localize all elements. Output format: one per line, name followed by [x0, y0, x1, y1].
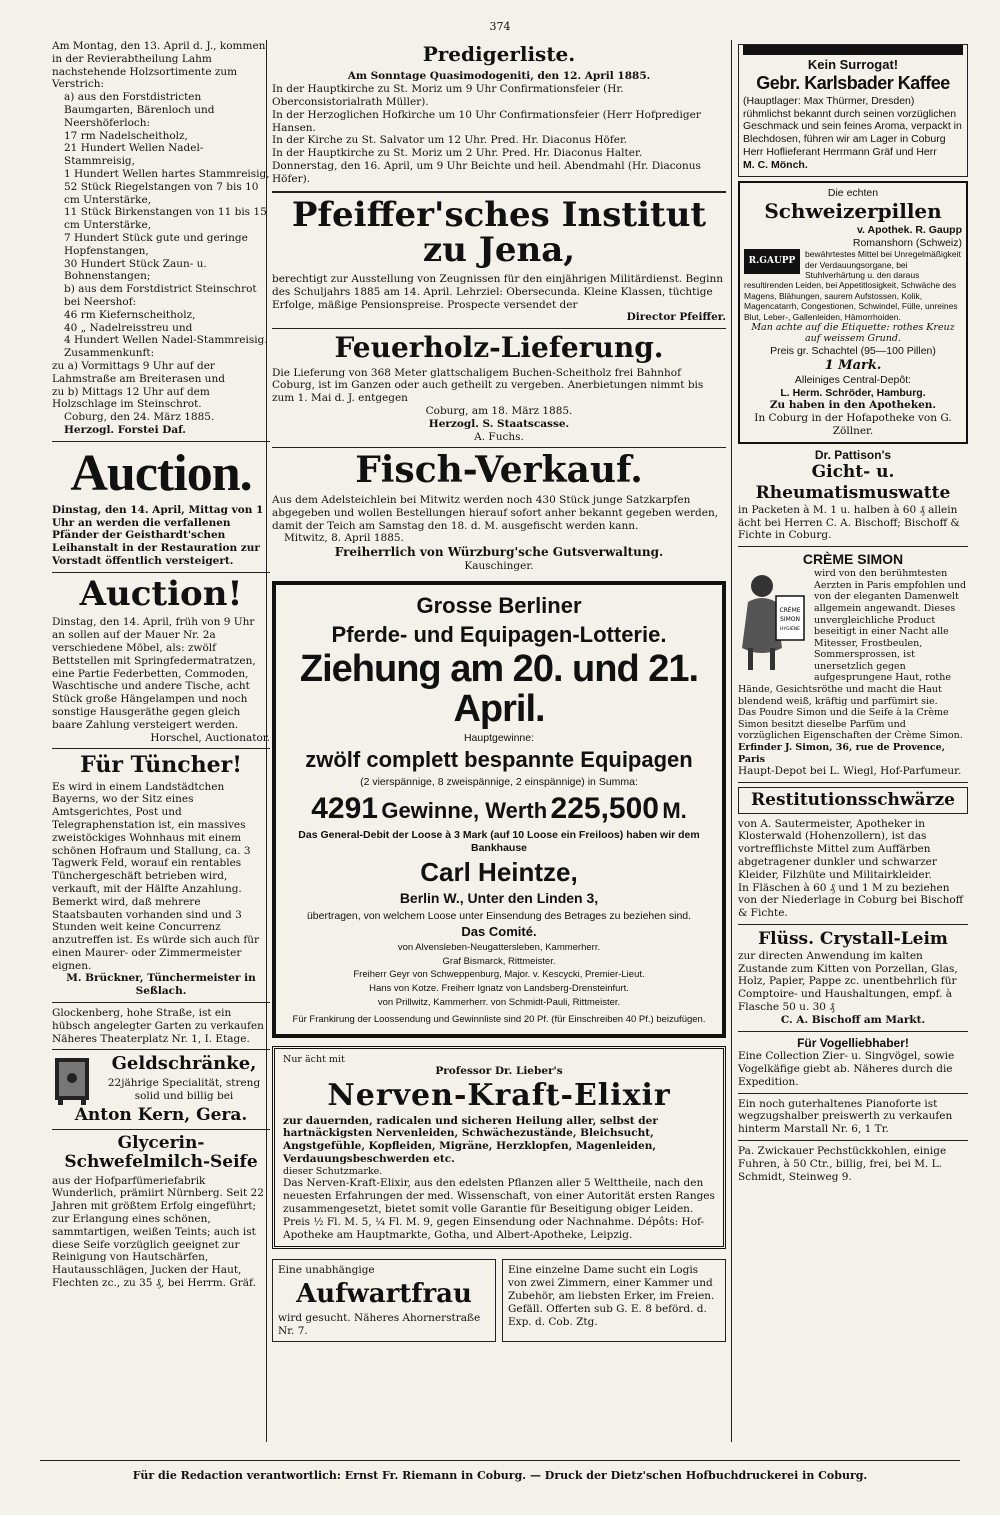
preacher-line: In der Hauptkirche zu St. Moriz um 9 Uhr Confirmationsfeier (Hr. Oberconsistorialrath Müller).: [272, 83, 624, 108]
auction-2-signature: Horschel, Auctionator.: [150, 731, 270, 744]
lottery-line: zwölf complett bespannte Equipagen: [305, 746, 693, 772]
wood-b-list: [52, 309, 270, 347]
fish-ad: [272, 449, 726, 572]
pill-depot-2: L. Herm. Schröder, Hamburg.: [780, 386, 926, 399]
institute-ad: [272, 194, 726, 325]
preacher-line: In der Hauptkirche zu St. Moriz um 2 Uhr. Pred. Hr. Diaconus Halter.: [272, 147, 643, 160]
creme-depot: Haupt-Depot bei L. Wiegl, Hof-Parfumeur.: [738, 765, 962, 778]
creme-text: wird von den berühmtesten Aerzten in Paris empfohlen und von der eleganten Damenwelt allgemein angewandt. Dieses unvergleichliche Product beseitigt in einer Nacht alle Mitesser, Frostbeulen, Sommersprossen, ist unersetzlich gegen aufgesprungene Haut, rothe Hände, Gesichtsröthe und macht die Haut blendend weiß, kräftig und parfümirt sie.: [738, 568, 967, 707]
svg-text:HYGIÈNE: HYGIÈNE: [780, 627, 800, 633]
pechkohlen-ad: Pa. Zwickauer Pechstückkohlen, einige Fuhren, à 50 Ctr., billig, frei, bei M. L. Schmidt, Steinweg 9.: [738, 1144, 947, 1183]
gaupp-logo-icon: R.GAUPP: [744, 249, 800, 274]
list-item: 30 Hundert Stück Zaun- u. Bohnenstangen;: [64, 257, 207, 283]
creme-simon-ad: [738, 551, 968, 778]
list-item: 17 rm Nadelscheitholz,: [64, 129, 188, 142]
schweizerpillen-ad: [738, 181, 968, 444]
safe-text: 22jährige Specialität, streng solid und billig bei: [107, 1077, 261, 1103]
nerven-elixir-ad: [272, 1046, 726, 1250]
fish-title: Fisch-Verkauf.: [355, 449, 643, 492]
kaffee-ad: [738, 44, 968, 177]
pattison-title: Gicht- u. Rheumatismuswatte: [755, 462, 951, 504]
lottery-line: Gewinne, Werth: [381, 797, 548, 823]
fish-signature: Freiherrlich von Würzburg'sche Gutsverwaltung.: [334, 545, 664, 560]
lottery-line: (2 vierspännige, 8 zweispännige, 2 einspännige) in Summa:: [360, 775, 638, 788]
preacher-line: In der Kirche zu St. Salvator um 12 Uhr. Pred. Hr. Diaconus Höfer.: [272, 134, 628, 147]
svg-text:CRÈME: CRÈME: [779, 607, 801, 615]
tuencher-text: Es wird in einem Landstädtchen Bayerns, wo der Sitz eines Amtsgerichtes, Post und Telegraphenstation ist, ein massives zweistöckiges Wohnhaus mit einem schönen Hofraum und Stallung, ca. 3 Tagwerk Feld, worauf ein rentables Tünchergeschäft betrieben wird, verkauft, mit der Hälfte Anzahlung. Bemerkt wird, daß mehrere Staatsbauten vorhanden sind und 3 Stunden weit keine Concurrenz anzutreffen ist. Es würde sich auch für einen Maurer- oder Zimmermeister eignen.: [52, 780, 260, 972]
girl-with-jar-illustration-icon: [738, 568, 808, 678]
pill-title: Schweizerpillen: [764, 199, 942, 224]
footer-imprint: Für die Redaction verantwortlich: Ernst Fr. Riemann in Coburg. — Druck der Dietz'schen Hofbuchdruckerei in Coburg.: [40, 1460, 960, 1482]
fish-date: Mitwitz, 8. April 1885.: [284, 532, 404, 545]
lottery-drawing: Ziehung am 20. und 21. April.: [299, 648, 699, 731]
svg-text:SIMON: SIMON: [780, 616, 800, 624]
list-item: 46 rm Kiefernscheitholz,: [64, 308, 196, 321]
lottery-ad: [272, 581, 726, 1038]
meet-head: Zusammenkunft:: [64, 347, 155, 360]
auction-1-title: Auction.: [70, 444, 252, 502]
aufwartfrau-pre: Eine unabhängige: [278, 1264, 375, 1277]
column-rule: [731, 40, 732, 1442]
wood-a-head: a) aus den Forstdistricten Baumgarten, Bärenloch und Neershöferloch:: [64, 91, 215, 129]
preacher-subtitle: Am Sonntage Quasimodogeniti, den 12. April 1885.: [347, 70, 651, 83]
restitution-ad: [738, 787, 968, 920]
restitution-title: Restitutionsschwärze: [751, 789, 955, 810]
lottery-line: Das General-Debit der Loose à 3 Mark (auf 10 Loose ein Freiloos) haben wir dem Bankhause: [298, 829, 700, 854]
meet-a: zu a) Vormittags 9 Uhr auf der Lahmstraße am Breiterasen und: [52, 359, 225, 385]
vogel-text: Eine Collection Zier- u. Singvögel, sowie Vogelkäfige giebt ab. Näheres durch die Expedition.: [738, 1050, 955, 1088]
safe-firm: Anton Kern, Gera.: [74, 1105, 248, 1126]
lottery-line: Graf Bismarck, Rittmeister.: [442, 955, 556, 967]
list-item: 4 Hundert Wellen Nadel-Stammreisig.: [64, 334, 268, 347]
lottery-line: Das Comité.: [461, 924, 537, 940]
piano-ad: Ein noch guterhaltenes Pianoforte ist wegzugshalber preiswerth zu verkaufen hinterm Marstall Nr. 6, 1 Tr.: [738, 1097, 953, 1136]
creme-title: CRÈME SIMON: [802, 551, 904, 568]
nerven-title: Nerven-Kraft-Elixir: [327, 1078, 671, 1114]
leim-title: Flüss. Crystall-Leim: [758, 928, 948, 949]
wood-date: Coburg, den 24. März 1885.: [64, 411, 215, 424]
list-item: 21 Hundert Wellen Nadel-Stammreisig,: [64, 142, 204, 168]
tuencher-ad: [52, 753, 270, 998]
nerven-text: zur dauernden, radicalen und sicheren Heilung aller, selbst der hartnäckigsten Nervenleiden, Schwächezustände, Bleichsucht, Angstgefühle, Kopfleiden, Migräne, Herzklopfen, Magenleiden, Verdauungsbeschwerden etc.: [283, 1114, 658, 1166]
nerven-professor: Professor Dr. Lieber's: [435, 1065, 563, 1078]
list-item: 40 „ Nadelreisstreu und: [64, 321, 193, 334]
auction-1-text: Dinstag, den 14. April, Mittag von 1 Uhr an werden die verfallenen Pfänder der Geisthardt'schen Leihanstalt in der Restauration zur Vorstadt öffentlich versteigert.: [52, 503, 264, 567]
institute-text: berechtigt zur Ausstellung von Zeugnissen für den einjährigen Militärdienst. Beginn des Schuljahrs 1885 am 14. April. Lehrziel: Obersecunda. Kleine Klassen, tüchtige Erfolge, mäßige Pensionspreise. Prospecte versendet der: [272, 272, 723, 311]
kaffee-head: Kein Surrogat!: [807, 57, 899, 72]
leim-signature: C. A. Bischoff am Markt.: [780, 1013, 926, 1026]
wood-signature: Herzogl. Forstei Daf.: [64, 423, 186, 436]
column-middle: [272, 40, 726, 1346]
pill-text: bewährtestes Mittel bei Unregelmäßigkeit der Verdauungsorgane, bei Stuhlverhärtung u. den daraus resultirenden Leiden, bei Appetitlosigkeit, Schwäche des Magens, Blähungen, saurem Aufstossen, Kolik, Magencatarrh, Congestionen, Schwindel, Fülle, unreines Blut, Leber-, Gallenleiden, Hämorrhoiden.: [744, 249, 961, 322]
preacher-line: Donnerstag, den 16. April, um 9 Uhr Beichte und heil. Abendmahl (Hr. Diaconus Höfer).: [272, 159, 701, 185]
dame-ad: [502, 1259, 726, 1342]
pill-note: Man achte auf die Etiquette: rothes Kreuz auf weissem Grund.: [751, 321, 955, 345]
soap-ad: [52, 1134, 270, 1290]
aufwartfrau-text: wird gesucht. Näheres Ahornerstraße Nr. 7.: [278, 1311, 481, 1337]
lottery-prizes: [286, 791, 712, 828]
safe-ad: [52, 1054, 270, 1125]
auction-2-text: Dinstag, den 14. April, früh von 9 Uhr an sollen auf der Mauer Nr. 2a verschiedene Möbel, als: zwölf Bettstellen mit Springfedermatratzen, eine Partie Federbetten, Commoden, Waschtische und andere Tische, acht Stück große Hängelampen und noch sonstige Hausgeräthe gegen gleich baare Zahlung versteigert werden.: [52, 616, 256, 731]
restitution-text: von A. Sautermeister, Apotheker in Klosterwald (Hohenzollern), ist das vortrefflichste Mittel zum Auffärben abgetragener dunkler und schwarzer Kleider, Filzhüte und Militairkleider.: [738, 817, 937, 881]
pill-apotheken: Zu haben in den Apotheken.: [769, 399, 937, 412]
pattison-ad: [738, 448, 968, 542]
column-right: [738, 40, 968, 1183]
auction-2: [52, 573, 270, 745]
kaffee-title: Gebr. Karlsbader Kaffee: [756, 72, 950, 93]
soap-title: Glycerin-Schwefelmilch-Seife: [64, 1133, 258, 1172]
lottery-line: von Prillwitz, Kammerherr. von Schmidt-Pauli, Rittmeister.: [377, 996, 621, 1008]
fish-text: Aus dem Adelsteichlein bei Mitwitz werden noch 430 Stück junge Satzkarpfen abgegeben und wollen Bestellungen hierauf sofort anher bekannt gegeben werden, damit der Teich am Samstag den 18. d. M. ausgefischt werden kann.: [272, 494, 719, 532]
pill-coburg: In Coburg in der Hofapotheke von G. Zöllner.: [754, 412, 952, 437]
aufwartfrau-ad: [272, 1259, 496, 1342]
lottery-line: M.: [662, 797, 687, 823]
pattison-text: in Packeten à M. 1 u. halben à 60 ₰ allein ächt bei Herren C. A. Bischoff; Bischoff & Fichte in Coburg.: [738, 503, 960, 542]
pill-price: Preis gr. Schachtel (95—100 Pillen): [770, 345, 936, 358]
auction-1: [52, 444, 270, 568]
lottery-line: Berlin W., Unter den Linden 3,: [399, 890, 599, 907]
list-item: 52 Stück Riegelstangen von 7 bis 10 cm Unterstärke,: [64, 180, 259, 206]
auction-2-title: Auction!: [79, 573, 243, 614]
safe-icon: [52, 1054, 92, 1106]
lottery-line: Grosse Berliner: [416, 592, 582, 618]
vogel-head: Für Vogelliebhaber!: [797, 1035, 909, 1050]
nerven-text-2: Das Nerven-Kraft-Elixir, aus den edelsten Pflanzen aller 5 Welttheile, nach den neuesten Erfahrungen der med. Wissenschaft, von einer Autorität ersten Ranges zusammengesetzt, bietet somit volle Garantie für Beseitigung obiger Leiden. Preis ½ Fl. M. 5, ¼ Fl. M. 9, gegen Einsendung oder Nachnahme. Dépôts: Hof-Apotheke am Hauptmarkte, Gotha, und Albert-Apotheke, Leipzig.: [283, 1177, 715, 1241]
leim-ad: [738, 929, 968, 1027]
tuencher-signature: M. Brückner, Tünchermeister in Seßlach.: [66, 972, 256, 998]
black-bar: [743, 45, 963, 55]
soap-text: aus der Hofparfümeriefabrik Wunderlich, prämiirt Nürnberg. Seit 22 Jahren mit größtem Erfolg eingeführt; zur Erlangung eines schönen, sammtartigen, weißen Teints; auch ist diese Seife vorzüglich geeignet zur Reinigung von Hautschärfen, Hautausschlägen, Jucken der Haut, Flechten zc., zu 35 ₰, bei Herrm. Gräf.: [52, 1174, 264, 1289]
lottery-count: 4291: [311, 791, 378, 825]
lottery-line: Pferde- und Equipagen-Lotterie.: [331, 621, 667, 647]
list-item: 7 Hundert Stück gute und geringe Hopfenstangen,: [64, 231, 248, 257]
creme-inventor: Erfinder J. Simon, 36, rue de Provence, Paris: [738, 741, 945, 765]
tuencher-title: Für Tüncher!: [80, 752, 242, 779]
institute-title: Pfeiffer'sches Institut zu Jena,: [291, 194, 707, 271]
preacher-title: Predigerliste.: [422, 42, 576, 66]
lottery-line: übertragen, von welchem Loose unter Einsendung des Betrages zu beziehen sind.: [306, 909, 692, 922]
kaffee-signature: M. C. Mönch.: [743, 158, 808, 171]
preacher-list: [272, 42, 726, 186]
firewood-signature-2: A. Fuchs.: [474, 430, 524, 443]
restitution-text-2: In Fläschen à 60 ₰ und 1 M zu beziehen von der Niederlage in Coburg bei Bischoff & Fichte.: [738, 881, 964, 920]
pill-pre: Die echten: [827, 186, 879, 199]
pattison-pre: Dr. Pattison's: [814, 447, 892, 462]
bottom-ads: [272, 1255, 726, 1346]
leim-text: zur directen Anwendung im kalten Zustande zum Kitten von Porzellan, Glas, Holz, Papier, Pappe zc. unentbehrlich für Comptoire- und Haushaltungen, empf. à Flasche 50 u. 30 ₰: [738, 949, 958, 1013]
firewood-signature: Herzogl. S. Staatscasse.: [428, 417, 570, 430]
lottery-value: 225,500: [550, 791, 659, 825]
kaffee-text: (Hauptlager: Max Thürmer, Dresden) rühmlichst bekannt durch seinen vorzüglichen Geschmack und sein feines Aroma, verpackt in Blechdosen, führen wir am Lager in Coburg Herr Hoflieferant Herrmann Gräf und Herr: [743, 94, 962, 158]
vogel-ad: [738, 1036, 968, 1089]
lottery-line: Hans von Kotze. Freiherr Ignatz von Landsberg-Drensteinfurt.: [369, 982, 629, 994]
wood-auction-notice: [52, 40, 270, 437]
lottery-bank: Carl Heintze,: [420, 856, 578, 887]
restitution-title-box: [738, 787, 968, 814]
safe-title: Geldschränke,: [111, 1053, 257, 1075]
fish-signature-2: Kauschinger.: [464, 559, 534, 572]
wood-b-head: b) aus dem Forstdistrict Steinschrot bei Neershof:: [64, 283, 257, 308]
lottery-line: von Alvensleben-Neugattersleben, Kammerherr.: [397, 942, 601, 954]
wood-a-list: [52, 130, 270, 284]
lottery-line: Freiherr Geyr von Schweppenburg, Major. v. Kescycki, Premier-Lieut.: [353, 969, 645, 981]
lottery-line: Hauptgewinne:: [463, 732, 535, 745]
firewood-ad: [272, 333, 726, 443]
pill-loc: Romanshorn (Schweiz): [852, 236, 962, 249]
page-number: 374: [489, 20, 511, 33]
preacher-line: In der Herzoglichen Hofkirche um 10 Uhr Confirmationsfeier (Herr Hofprediger Hansen.: [272, 108, 701, 134]
pill-depot: Alleiniges Central-Depôt:: [794, 373, 912, 386]
garden-ad: Glockenberg, hohe Straße, ist ein hübsch angelegter Garten zu verkaufen Näheres Theaterplatz Nr. 1, I. Etage.: [52, 1007, 264, 1045]
pill-mark: 1 Mark.: [824, 357, 882, 373]
aufwartfrau-title: Aufwartfrau: [296, 1279, 472, 1310]
pill-firm: v. Apothek. R. Gaupp: [856, 223, 962, 236]
list-item: 1 Hundert Wellen hartes Stammreisig,: [64, 167, 270, 180]
lottery-line: Für Frankirung der Loossendung und Gewinnliste sind 20 Pf. (für Einschreiben 40 Pf.) beizufügen.: [292, 1014, 706, 1026]
wood-intro: Am Montag, den 13. April d. J., kommen in der Revierabtheilung Lahm nachstehende Holzsortimente zum Verstrich:: [52, 40, 266, 91]
dame-text: Eine einzelne Dame sucht ein Logis von zwei Zimmern, einer Kammer und Zubehör, am liebsten Erker, im Freien. Gefäll. Offerten sub G. E. 8 beförd. d. Exp. d. Cob. Ztg.: [508, 1264, 715, 1328]
creme-text-2: Das Poudre Simon und die Seife à la Crème Simon besitzt dieselbe Parfüm und vorzüglichen Eigenschaften der Crème Simon.: [738, 707, 963, 742]
column-left: [52, 40, 270, 1290]
institute-signature: Director Pfeiffer.: [626, 311, 726, 324]
nerven-mark: dieser Schutzmarke.: [283, 1165, 383, 1177]
firewood-title: Feuerholz-Lieferung.: [334, 331, 664, 365]
firewood-date: Coburg, am 18. März 1885.: [425, 404, 573, 417]
nerven-pre: Nur ächt mit: [283, 1053, 345, 1065]
list-item: 11 Stück Birkenstangen von 11 bis 15 cm Unterstärke,: [64, 206, 267, 232]
meet-b: zu b) Mittags 12 Uhr auf dem Holzschlage im Steinschrot.: [52, 385, 210, 411]
firewood-text: Die Lieferung von 368 Meter glattschaligem Buchen-Scheitholz frei Bahnhof Coburg, ist im Ganzen oder auch getheilt zu vergeben. Anerbietungen nimmt bis zum 1. Mai d. J. entgegen: [272, 366, 704, 405]
